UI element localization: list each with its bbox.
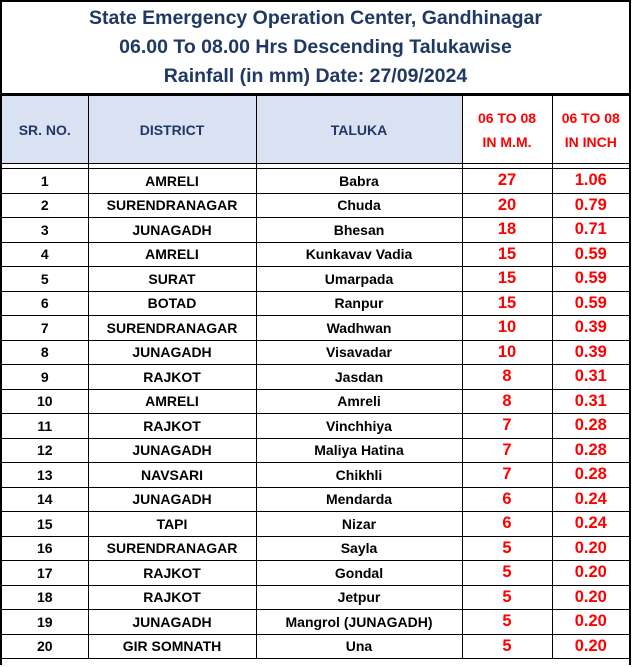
cell-taluka: Mangrol (JUNAGADH) xyxy=(256,610,462,635)
table-row xyxy=(2,561,629,586)
cell-rain-inch: 0.59 xyxy=(552,267,629,292)
table-row xyxy=(2,316,629,341)
table-row xyxy=(2,536,629,561)
cell-rain-inch: 0.20 xyxy=(552,536,629,561)
table-row xyxy=(2,487,629,512)
table-body xyxy=(2,169,629,659)
table-row xyxy=(2,463,629,488)
cell-taluka: Amreli xyxy=(256,389,462,414)
cell-rain-inch: 0.31 xyxy=(552,389,629,414)
cell-rain-inch: 0.71 xyxy=(552,218,629,243)
cell-taluka: Maliya Hatina xyxy=(256,438,462,463)
cell-sr-no: 13 xyxy=(2,463,88,488)
cell-rain-mm: 5 xyxy=(462,610,552,635)
cell-rain-mm: 7 xyxy=(462,438,552,463)
cell-district: SURAT xyxy=(88,267,256,292)
cell-taluka: Jasdan xyxy=(256,365,462,390)
table-row xyxy=(2,414,629,439)
table-row xyxy=(2,267,629,292)
cell-sr-no: 20 xyxy=(2,634,88,659)
cell-district: RAJKOT xyxy=(88,585,256,610)
cell-district: BOTAD xyxy=(88,291,256,316)
cell-rain-inch: 0.28 xyxy=(552,463,629,488)
table-header-row xyxy=(2,96,629,164)
table-row xyxy=(2,634,629,659)
cell-rain-inch: 0.20 xyxy=(552,610,629,635)
cell-rain-inch: 0.24 xyxy=(552,512,629,537)
cell-taluka: Mendarda xyxy=(256,487,462,512)
cell-sr-no: 19 xyxy=(2,610,88,635)
cell-rain-inch: 0.39 xyxy=(552,316,629,341)
cell-taluka: Una xyxy=(256,634,462,659)
cell-taluka: Nizar xyxy=(256,512,462,537)
header-mm xyxy=(462,96,552,164)
cell-rain-mm: 5 xyxy=(462,536,552,561)
cell-rain-mm: 8 xyxy=(462,389,552,414)
header-mm-line1: 06 TO 08 xyxy=(477,109,537,126)
header-inch xyxy=(552,96,629,164)
report-title xyxy=(2,2,629,95)
title-line-3: Rainfall (in mm) Date: 27/09/2024 xyxy=(163,65,468,87)
cell-district: AMRELI xyxy=(88,389,256,414)
cell-rain-inch: 1.06 xyxy=(552,169,629,194)
cell-rain-inch: 0.79 xyxy=(552,193,629,218)
table-row xyxy=(2,585,629,610)
cell-sr-no: 18 xyxy=(2,585,88,610)
cell-district: TAPI xyxy=(88,512,256,537)
cell-taluka: Jetpur xyxy=(256,585,462,610)
cell-rain-inch: 0.28 xyxy=(552,438,629,463)
cell-sr-no: 15 xyxy=(2,512,88,537)
cell-rain-inch: 0.31 xyxy=(552,365,629,390)
cell-rain-mm: 15 xyxy=(462,242,552,267)
table-row xyxy=(2,291,629,316)
cell-sr-no: 9 xyxy=(2,365,88,390)
cell-district: AMRELI xyxy=(88,169,256,194)
cell-sr-no: 10 xyxy=(2,389,88,414)
cell-rain-mm: 7 xyxy=(462,414,552,439)
table-row xyxy=(2,512,629,537)
cell-rain-mm: 15 xyxy=(462,291,552,316)
cell-rain-inch: 0.20 xyxy=(552,634,629,659)
rainfall-table xyxy=(2,95,629,659)
cell-rain-mm: 7 xyxy=(462,463,552,488)
header-inch-line1: 06 TO 08 xyxy=(561,109,620,126)
table-row xyxy=(2,365,629,390)
header-district: DISTRICT xyxy=(88,96,256,164)
cell-taluka: Babra xyxy=(256,169,462,194)
cell-district: JUNAGADH xyxy=(88,610,256,635)
cell-sr-no: 8 xyxy=(2,340,88,365)
cell-rain-inch: 0.39 xyxy=(552,340,629,365)
cell-district: AMRELI xyxy=(88,242,256,267)
title-line-1: State Emergency Operation Center, Gandhinagar xyxy=(89,7,542,29)
cell-district: RAJKOT xyxy=(88,561,256,586)
header-inch-line2: IN INCH xyxy=(564,133,617,150)
cell-sr-no: 5 xyxy=(2,267,88,292)
cell-rain-mm: 5 xyxy=(462,585,552,610)
cell-sr-no: 2 xyxy=(2,193,88,218)
cell-rain-mm: 8 xyxy=(462,365,552,390)
cell-rain-mm: 5 xyxy=(462,561,552,586)
cell-sr-no: 16 xyxy=(2,536,88,561)
cell-district: SURENDRANAGAR xyxy=(88,316,256,341)
cell-rain-mm: 10 xyxy=(462,316,552,341)
cell-rain-inch: 0.59 xyxy=(552,291,629,316)
cell-rain-mm: 18 xyxy=(462,218,552,243)
cell-rain-mm: 6 xyxy=(462,512,552,537)
cell-district: JUNAGADH xyxy=(88,218,256,243)
table-row xyxy=(2,218,629,243)
cell-rain-inch: 0.20 xyxy=(552,585,629,610)
cell-district: JUNAGADH xyxy=(88,340,256,365)
cell-rain-inch: 0.59 xyxy=(552,242,629,267)
cell-rain-mm: 6 xyxy=(462,487,552,512)
cell-district: JUNAGADH xyxy=(88,438,256,463)
cell-sr-no: 17 xyxy=(2,561,88,586)
cell-taluka: Vinchhiya xyxy=(256,414,462,439)
cell-rain-mm: 15 xyxy=(462,267,552,292)
cell-district: GIR SOMNATH xyxy=(88,634,256,659)
cell-sr-no: 6 xyxy=(2,291,88,316)
cell-district: NAVSARI xyxy=(88,463,256,488)
cell-taluka: Sayla xyxy=(256,536,462,561)
cell-sr-no: 14 xyxy=(2,487,88,512)
table-row xyxy=(2,242,629,267)
cell-sr-no: 3 xyxy=(2,218,88,243)
table-row xyxy=(2,389,629,414)
header-sr-no: SR. NO. xyxy=(2,96,88,164)
cell-district: SURENDRANAGAR xyxy=(88,193,256,218)
cell-sr-no: 4 xyxy=(2,242,88,267)
cell-taluka: Kunkavav Vadia xyxy=(256,242,462,267)
cell-district: SURENDRANAGAR xyxy=(88,536,256,561)
cell-taluka: Chuda xyxy=(256,193,462,218)
cell-rain-mm: 27 xyxy=(462,169,552,194)
cell-rain-inch: 0.28 xyxy=(552,414,629,439)
cell-taluka: Visavadar xyxy=(256,340,462,365)
cell-rain-inch: 0.24 xyxy=(552,487,629,512)
cell-sr-no: 1 xyxy=(2,169,88,194)
cell-sr-no: 12 xyxy=(2,438,88,463)
header-taluka: TALUKA xyxy=(256,96,462,164)
cell-sr-no: 7 xyxy=(2,316,88,341)
cell-rain-inch: 0.20 xyxy=(552,561,629,586)
cell-district: JUNAGADH xyxy=(88,487,256,512)
cell-sr-no: 11 xyxy=(2,414,88,439)
cell-taluka: Wadhwan xyxy=(256,316,462,341)
table-row xyxy=(2,438,629,463)
table-row xyxy=(2,169,629,194)
cell-rain-mm: 5 xyxy=(462,634,552,659)
table-row xyxy=(2,610,629,635)
cell-taluka: Chikhli xyxy=(256,463,462,488)
cell-taluka: Umarpada xyxy=(256,267,462,292)
cell-rain-mm: 10 xyxy=(462,340,552,365)
cell-rain-mm: 20 xyxy=(462,193,552,218)
cell-taluka: Bhesan xyxy=(256,218,462,243)
cell-district: RAJKOT xyxy=(88,414,256,439)
title-line-2: 06.00 To 08.00 Hrs Descending Talukawise xyxy=(119,36,512,58)
table-row xyxy=(2,340,629,365)
header-mm-line2: IN M.M. xyxy=(482,133,532,150)
cell-taluka: Gondal xyxy=(256,561,462,586)
cell-taluka: Ranpur xyxy=(256,291,462,316)
table-row xyxy=(2,193,629,218)
cell-district: RAJKOT xyxy=(88,365,256,390)
